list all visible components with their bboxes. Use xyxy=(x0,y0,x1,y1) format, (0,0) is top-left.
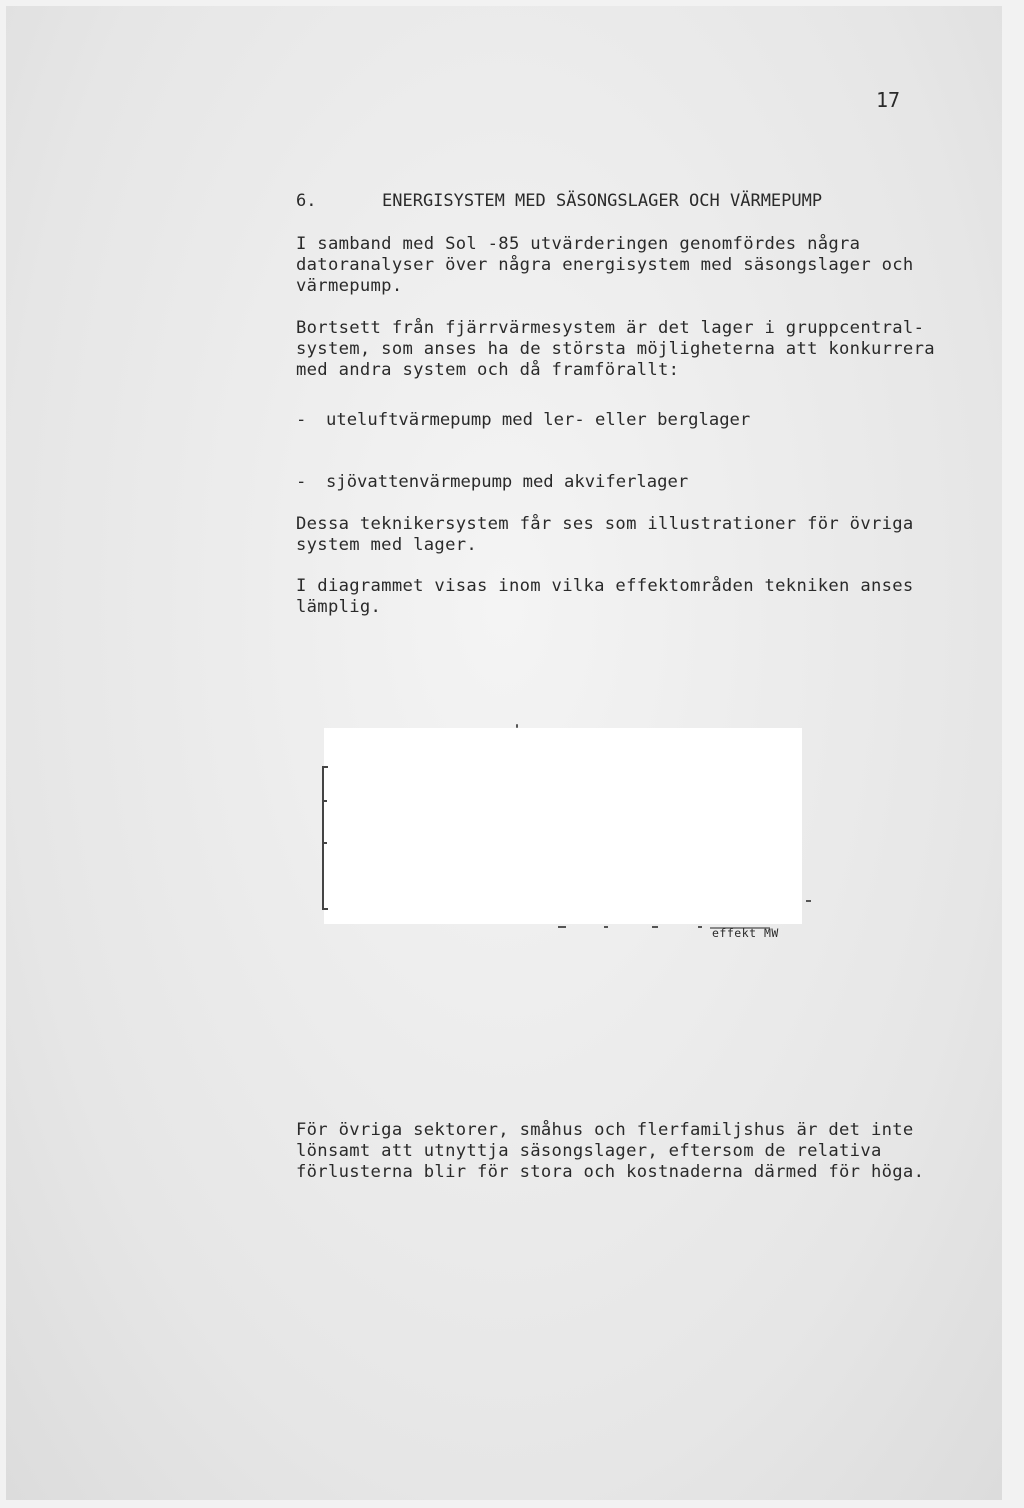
paragraph-conclusion: För övriga sektorer, småhus och flerfamiljshus är det inte lönsamt att utnyttja säsongslager, eftersom de relativa förlusterna blir för stora och kostnaderna därmed för höga. xyxy=(296,1120,925,1182)
bullet-dash: - xyxy=(296,472,307,492)
y-axis-tick xyxy=(322,908,328,910)
axis-speck xyxy=(516,724,518,728)
paragraph-illustrations: Dessa teknikersystem får ses som illustrationer för övriga system med lager. xyxy=(296,514,914,555)
paragraph-diagram-intro: I diagrammet visas inom vilka effektområden tekniken anses lämplig. xyxy=(296,576,914,617)
diagram-y-axis xyxy=(322,766,324,910)
bullet-text: uteluftvärmepump med ler- eller berglager xyxy=(326,410,751,430)
diagram-blank-area xyxy=(324,728,802,924)
x-axis-fragment xyxy=(558,926,566,928)
paragraph-systems: Bortsett från fjärrvärmesystem är det lager i gruppcentral- system, som anses ha de största möjligheterna att konkurrera med andra system och då framförallt: xyxy=(296,318,935,380)
y-axis-tick xyxy=(322,766,328,768)
x-axis-fragment xyxy=(604,926,608,928)
x-axis-fragment xyxy=(806,900,811,902)
document-page xyxy=(6,6,1002,1500)
bullet-item-1 xyxy=(296,410,750,431)
y-axis-tick xyxy=(322,800,327,802)
bullet-text: sjövattenvärmepump med akviferlager xyxy=(326,472,689,492)
x-axis-fragment xyxy=(652,926,658,928)
section-heading xyxy=(296,191,822,211)
diagram-figure xyxy=(318,722,818,954)
y-axis-tick xyxy=(322,842,327,844)
x-axis-fragment xyxy=(698,926,702,928)
page-number: 17 xyxy=(876,88,901,112)
section-number: 6. xyxy=(296,191,317,211)
paragraph-intro: I samband med Sol -85 utvärderingen genomfördes några datoranalyser över några energisystem med säsongslager och värmepump. xyxy=(296,234,914,296)
bullet-item-2 xyxy=(296,472,688,493)
x-axis-label: effekt MW xyxy=(712,926,779,940)
section-title: ENERGISYSTEM MED SÄSONGSLAGER OCH VÄRMEPUMP xyxy=(382,191,823,211)
bullet-dash: - xyxy=(296,410,307,430)
